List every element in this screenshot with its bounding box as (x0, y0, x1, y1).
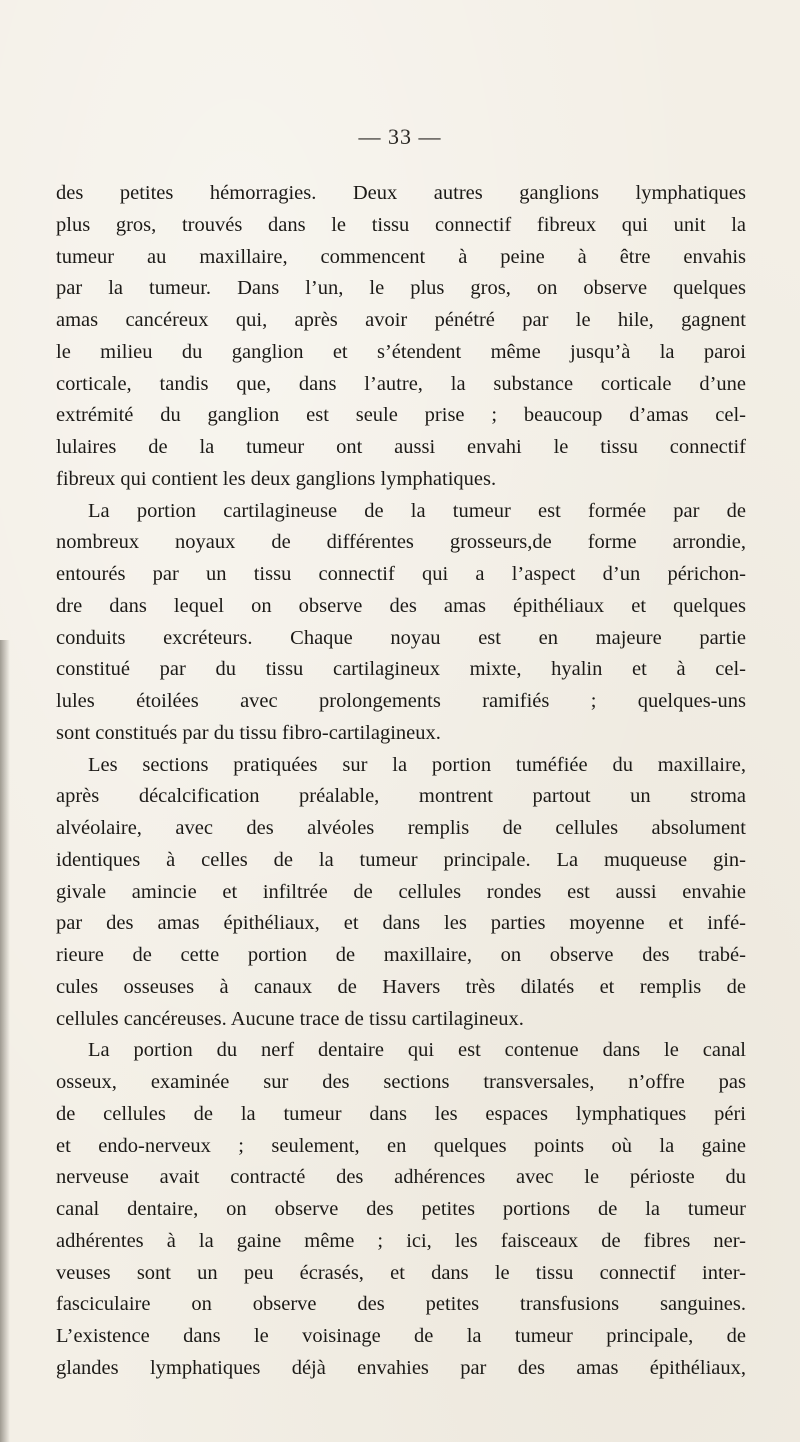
text-line: La portion du nerf dentaire qui est contenue dans le canal (88, 1039, 746, 1062)
text-line: alvéolaire, avec des alvéoles remplis de cellules absolument (56, 817, 746, 839)
text-line: adhérentes à la gaine même ; ici, les faisceaux de fibres ner- (56, 1229, 746, 1252)
text-line: fasciculaire on observe des petites transfusions sanguines. (56, 1293, 746, 1316)
text-line: le milieu du ganglion et s’étendent même jusqu’à la paroi (56, 340, 746, 363)
text-line: canal dentaire, on observe des petites portions de la tumeur (56, 1198, 746, 1220)
text-line: par des amas épithéliaux, et dans les parties moyenne et infé- (56, 912, 746, 935)
text-line: plus gros, trouvés dans le tissu connectif fibreux qui unit la (56, 213, 746, 236)
text-line: lules étoilées avec prolongements ramifiés ; quelques-uns (56, 690, 746, 712)
text-line: identiques à celles de la tumeur principale. La muqueuse gin- (56, 848, 746, 871)
text-line: rieure de cette portion de maxillaire, on observe des trabé- (56, 944, 746, 966)
text-line: nombreux noyaux de différentes grosseurs,de forme arrondie, (56, 531, 746, 554)
text-line: sont constitués par du tissu fibro-cartilagineux. (56, 721, 441, 744)
text-line: après décalcification préalable, montrent partout un stroma (56, 785, 746, 808)
text-line: fibreux qui contient les deux ganglions lymphatiques. (56, 467, 497, 490)
text-line: extrémité du ganglion est seule prise ; beaucoup d’amas cel- (56, 404, 746, 427)
text-line: cellules cancéreuses. Aucune trace de tissu cartilagineux. (56, 1007, 524, 1030)
text-line: osseux, examinée sur des sections transversales, n’offre pas (56, 1071, 746, 1093)
text-line: La portion cartilagineuse de la tumeur est formée par de (88, 499, 746, 522)
text-line: nerveuse avait contracté des adhérences avec le périoste du (56, 1166, 746, 1189)
text-line: par la tumeur. Dans l’un, le plus gros, on observe quelques (56, 277, 746, 300)
text-line: Les sections pratiquées sur la portion tuméfiée du maxillaire, (88, 753, 746, 776)
text-line: et endo-nerveux ; seulement, en quelques points où la gaine (56, 1134, 746, 1157)
text-line: conduits excréteurs. Chaque noyau est en majeure partie (56, 626, 746, 649)
text-line: cules osseuses à canaux de Havers très dilatés et remplis de (56, 975, 746, 998)
text-line: givale amincie et infiltrée de cellules rondes est aussi envahie (56, 880, 746, 903)
binding-shadow (0, 640, 10, 1442)
text-line: constitué par du tissu cartilagineux mixte, hyalin et à cel- (56, 658, 746, 681)
text-line: de cellules de la tumeur dans les espaces lymphatiques péri (56, 1102, 746, 1125)
text-line: lulaires de la tumeur ont aussi envahi le tissu connectif (56, 436, 746, 458)
text-line: L’existence dans le voisinage de la tumeur principale, de (56, 1325, 746, 1347)
text-line: entourés par un tissu connectif qui a l’aspect d’un périchon- (56, 563, 746, 585)
text-line: tumeur au maxillaire, commencent à peine à être envahis (56, 245, 746, 268)
text-line: veuses sont un peu écrasés, et dans le tissu connectif inter- (56, 1261, 746, 1284)
text-line: amas cancéreux qui, après avoir pénétré par le hile, gagnent (56, 309, 746, 331)
page-number: — 33 — (358, 124, 442, 149)
body-text (56, 178, 746, 1385)
text-line: glandes lymphatiques déjà envahies par des amas épithéliaux, (56, 1356, 746, 1379)
text-line: dre dans lequel on observe des amas épithéliaux et quelques (56, 594, 746, 617)
text-line: des petites hémorragies. Deux autres ganglions lymphatiques (56, 182, 746, 204)
text-line: corticale, tandis que, dans l’autre, la substance corticale d’une (56, 372, 746, 395)
